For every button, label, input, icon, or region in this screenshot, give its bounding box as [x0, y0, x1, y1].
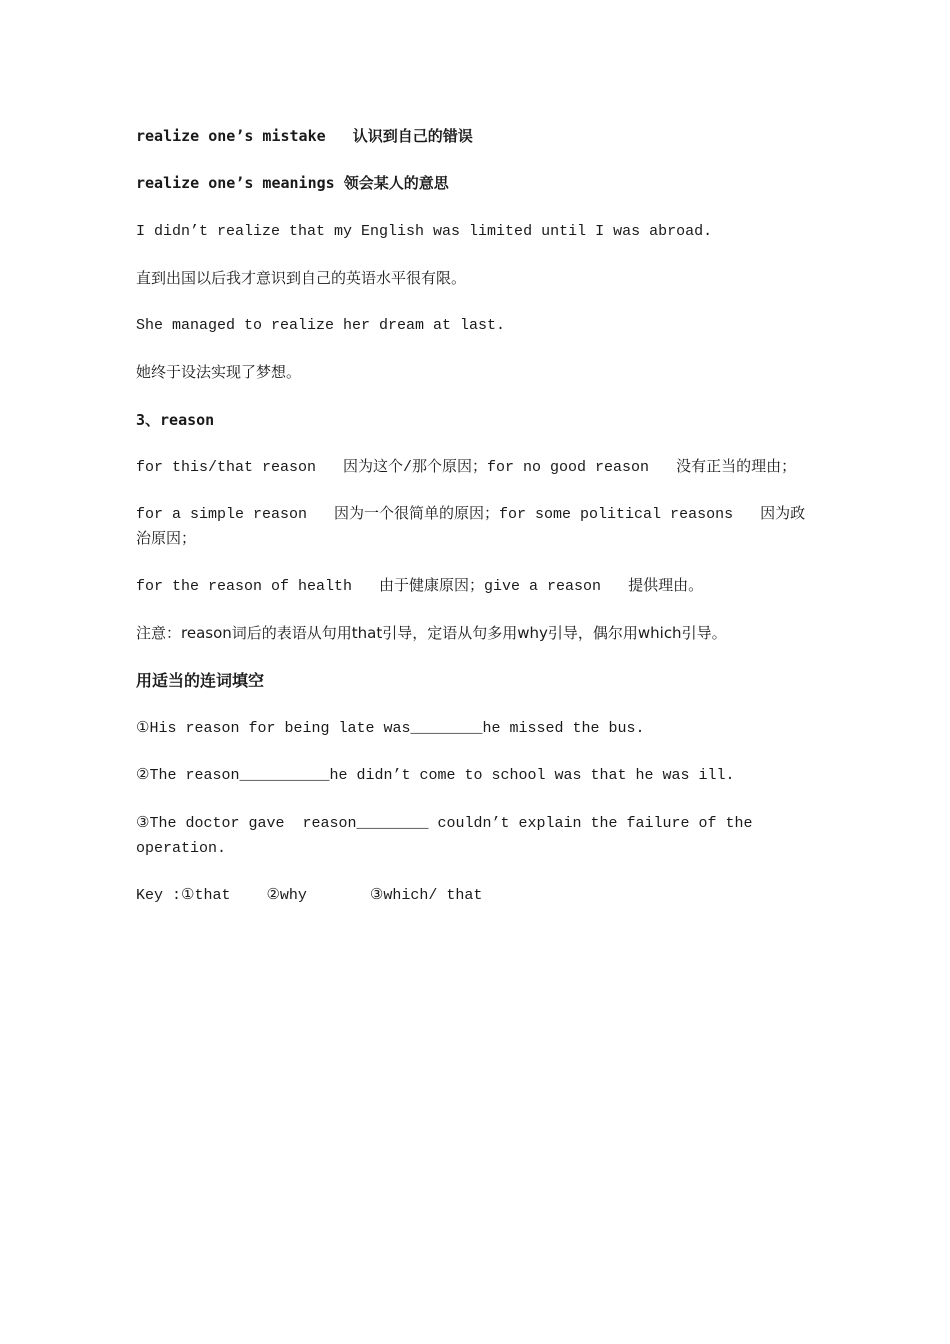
reason-phrases-1: for this/that reason 因为这个/那个原因；for no good reason 没有正当的理由；: [136, 459, 797, 476]
phrase-realize-mistake: realize one’s mistake 认识到自己的错误: [136, 127, 473, 145]
translation-1: 直到出国以后我才意识到自己的英语水平很有限。: [136, 269, 467, 287]
example-sentence-1: I didn’t realize that my English was limited until I was abroad.: [136, 223, 713, 240]
answer-key: Key :①that ②why ③which/ that: [136, 887, 483, 904]
exercise-item-2: ②The reason__________he didn’t come to school was that he was ill.: [136, 767, 735, 784]
exercise-item-3: ③The doctor gave reason________ couldn’t explain the failure of the operation.: [136, 815, 762, 857]
reason-phrases-3: for the reason of health 由于健康原因；give a reason 提供理由。: [136, 578, 704, 595]
usage-note: 注意：reason词后的表语从句用that引导，定语从句多用why引导，偶尔用which引导。: [136, 624, 727, 642]
reason-phrases-2: for a simple reason 因为一个很简单的原因；for some political reasons 因为政治原因；: [136, 506, 806, 548]
exercise-heading: 用适当的连词填空: [136, 671, 265, 690]
exercise-item-1: ①His reason for being late was________he missed the bus.: [136, 720, 645, 737]
example-sentence-2: She managed to realize her dream at last.: [136, 317, 506, 334]
section-heading-reason: 3、reason: [136, 411, 215, 429]
translation-2: 她终于设法实现了梦想。: [136, 363, 302, 381]
phrase-realize-meanings: realize one’s meanings 领会某人的意思: [136, 174, 449, 192]
